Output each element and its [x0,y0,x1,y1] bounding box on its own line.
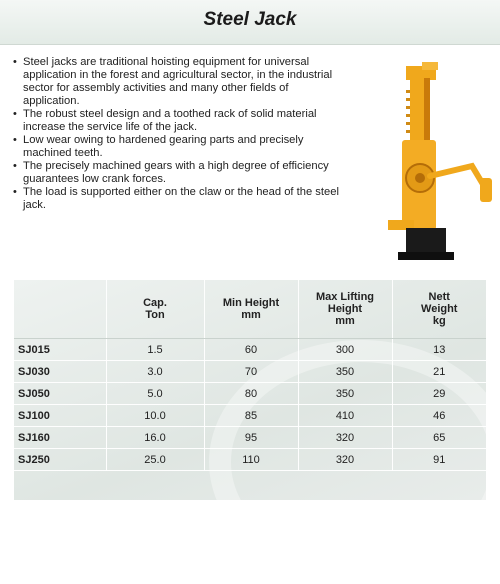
cell-capacity: 25.0 [106,449,204,471]
table-row [14,405,486,427]
feature-item: • The precisely machined gears with a high degree of efficiency guarantees low crank forces. [13,160,343,186]
header-max-lifting-height: Max Lifting Height mm [298,280,392,339]
feature-item: • The load is supported either on the claw or the head of the steel jack. [13,186,343,212]
cell-nett-weight: 29 [392,383,486,405]
cell-max-lifting-height: 350 [298,361,392,383]
spec-table [14,280,486,471]
cell-min-height: 60 [204,339,298,361]
feature-item: • Low wear owing to hardened gearing parts and precisely machined teeth. [13,134,343,160]
page-title: Steel Jack [203,9,297,30]
jack-head-lip [422,62,438,70]
cell-max-lifting-height: 350 [298,383,392,405]
cell-capacity: 10.0 [106,405,204,427]
header-min-height: Min Height mm [204,280,298,339]
cell-model: SJ015 [14,339,106,361]
table-row [14,339,486,361]
table-row [14,427,486,449]
cell-model: SJ030 [14,361,106,383]
table-header-row [14,280,486,339]
header-model [14,280,106,339]
table-row [14,449,486,471]
cell-nett-weight: 13 [392,339,486,361]
cell-model: SJ160 [14,427,106,449]
cell-max-lifting-height: 320 [298,449,392,471]
feature-item: • Steel jacks are traditional hoisting equipment for universal application in the forest and agricultural sector, in the industrial sector for assembly activities and many other fields of application. [13,56,343,108]
cell-capacity: 1.5 [106,339,204,361]
cell-min-height: 95 [204,427,298,449]
feature-list [13,56,343,212]
header-nett-weight: Nett Weight kg [392,280,486,339]
table-row [14,383,486,405]
cell-capacity: 5.0 [106,383,204,405]
jack-teeth [406,90,410,133]
cell-nett-weight: 46 [392,405,486,427]
cell-capacity: 3.0 [106,361,204,383]
cell-model: SJ100 [14,405,106,427]
cell-nett-weight: 65 [392,427,486,449]
cell-min-height: 80 [204,383,298,405]
cell-capacity: 16.0 [106,427,204,449]
steel-jack-image [384,60,500,265]
cell-max-lifting-height: 320 [298,427,392,449]
header-capacity: Cap. Ton [106,280,204,339]
cell-min-height: 70 [204,361,298,383]
cell-model: SJ050 [14,383,106,405]
spec-panel [14,280,486,500]
cell-min-height: 85 [204,405,298,427]
cell-max-lifting-height: 410 [298,405,392,427]
cell-min-height: 110 [204,449,298,471]
cell-nett-weight: 91 [392,449,486,471]
feature-item: • The robust steel design and a toothed rack of solid material increase the service life of the jack. [13,108,343,134]
cell-nett-weight: 21 [392,361,486,383]
cell-max-lifting-height: 300 [298,339,392,361]
jack-crank [430,166,484,186]
table-row [14,361,486,383]
cell-model: SJ250 [14,449,106,471]
title-bar [0,0,500,45]
